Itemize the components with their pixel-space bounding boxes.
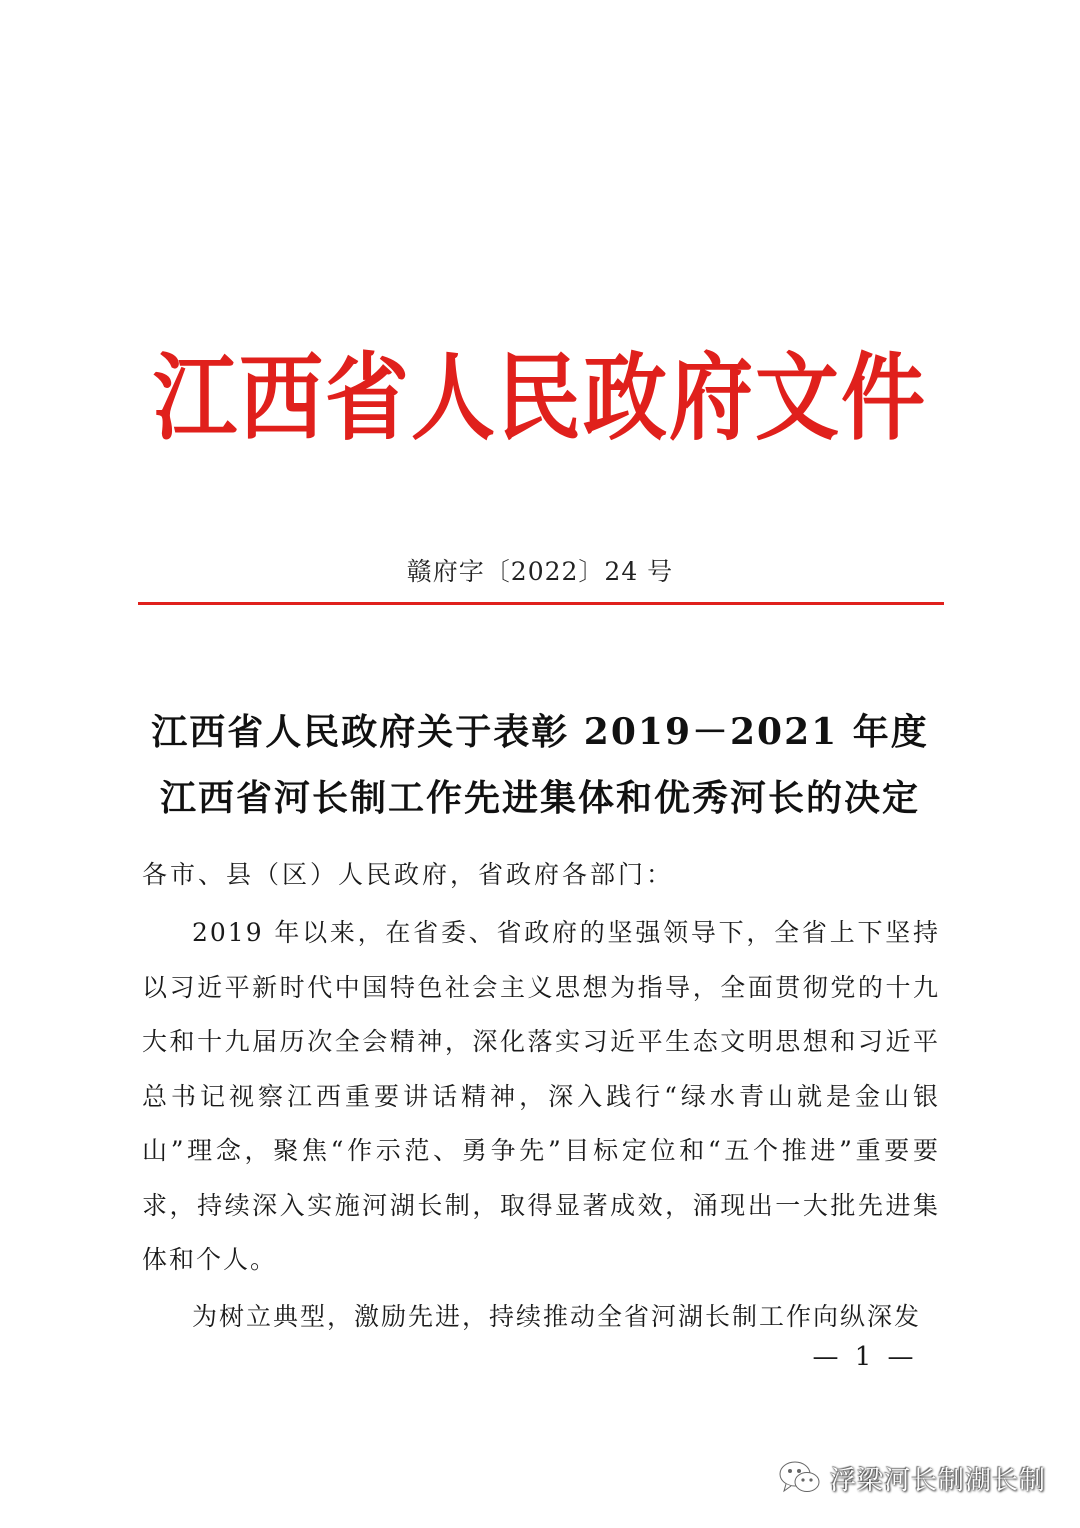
body-text bbox=[142, 906, 940, 1344]
wechat-icon bbox=[778, 1459, 822, 1497]
document-title-line-1: 江西省人民政府关于表彰 2019－2021 年度 bbox=[151, 711, 929, 753]
page-number: — 1 — bbox=[812, 1342, 918, 1372]
watermark-text: 浮梁河长制湖长制 bbox=[829, 1465, 1046, 1496]
body-paragraph-2: 为树立典型，激励先进，持续推动全省河湖长制工作向纵深发 bbox=[192, 1301, 922, 1331]
body-paragraph-1: 2019 年以来，在省委、省政府的坚强领导下，全省上下坚持以习近平新时代中国特色社会主义思想为指导，全面贯彻党的十九大和十九届历次全会精神，深化落实习近平生态文明思想和习近平总书记视察江西重要讲话精神，深入践行“绿水青山就是金山银山”理念，聚焦“作示范、勇争先”目标定位和“五个推进”重要要求，持续深入实施河湖长制，取得显著成效，涌现出一大批先进集体和个人。 bbox=[142, 918, 940, 1274]
document-number: 赣府字〔2022〕24 号 bbox=[406, 557, 674, 586]
salutation: 各市、县（区）人民政府，省政府各部门： bbox=[142, 860, 675, 889]
watermark bbox=[778, 1458, 1046, 1498]
document-title-line-2: 江西省河长制工作先进集体和优秀河长的决定 bbox=[159, 777, 920, 819]
masthead-title: 江西省人民政府文件 bbox=[152, 343, 927, 453]
red-divider bbox=[138, 602, 944, 605]
